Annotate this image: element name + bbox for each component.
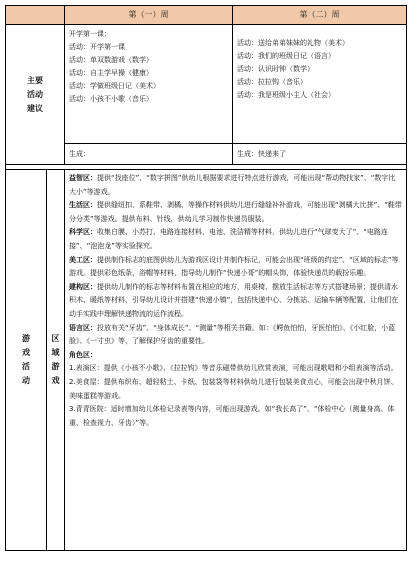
role-area-item: 1.表演区：提供《小孩不小歌》、《拉拉钩》等音乐磁带供幼儿欣赏表演，可能出现歌唱和小组表演等活动。 [69, 364, 398, 373]
week1-header: 第（一）周 [65, 6, 233, 25]
activity-item: 活动：拉拉钩（音乐） [237, 78, 307, 86]
main-activities-label [6, 25, 65, 165]
activity-item: 活动：学做班级日记（美术） [69, 82, 160, 90]
area-paragraph [69, 172, 402, 199]
game-label-char: 活 [22, 362, 30, 371]
area-title: 益智区： [69, 174, 97, 182]
week1-life-goal: 生成： [65, 144, 233, 165]
activity-item: 活动：认识时钟（数学） [237, 65, 314, 73]
activity-item: 活动：小孩不小歌（音乐） [69, 95, 153, 103]
header-row [6, 6, 407, 25]
main-activities-label-line: 主要 [27, 75, 43, 85]
area-paragraph [69, 322, 402, 349]
area-title: 角色区： [69, 350, 97, 359]
life-goals-row [6, 144, 407, 165]
game-label-char: 戏 [22, 348, 30, 357]
game-label-char: 动 [22, 376, 30, 385]
role-area-item: 2.美食屋：提供布织布、超轻粘土、卡纸、包装袋等材料供幼儿进行包装美食点心，可能会出现中秋月饼、美味蛋糕等游戏。 [69, 377, 398, 400]
week1-activities [65, 25, 233, 144]
area-games-label [47, 170, 65, 551]
area-title: 美工区： [69, 255, 97, 264]
main-activities-label-line: 活动 [27, 89, 43, 99]
area-games-content [65, 170, 407, 551]
area-text: 收集白膜、小苏打、电路连接材料、电池、洗洁精等材料，供幼儿进行“气球变大了”、“电路连接”、“泡泡龙”等实验探究。 [69, 228, 388, 250]
area-title: 语言区： [69, 323, 97, 332]
area-label-char: 戏 [51, 376, 60, 385]
area-title: 建构区： [69, 282, 97, 291]
area-title: 生活区： [69, 201, 97, 210]
activity-item: 活动：我们的班级日记（语言） [237, 52, 335, 60]
main-activities-row [6, 25, 407, 144]
area-label-char: 区 [51, 334, 60, 343]
weekly-plan-table [5, 5, 407, 551]
activity-item: 活动：送给弟弟妹妹的礼物（美术） [237, 39, 349, 47]
area-text: 提供制作标志的底图供幼儿为游戏区设计并制作标记，可能会出现“班级的约定”、“区域的标志”等游戏。提供彩色纸条、浴帽等材料，指导幼儿制作“快递小哥”的帽头饰，体验快递员的载扮乐趣。 [69, 255, 399, 278]
weekly-plan-page [5, 5, 406, 563]
week2-life-goal: 生成：快递来了 [233, 144, 407, 165]
area-text: 提供“找座位”、“数字拼图”供幼儿根据要求进行特点进行游戏，可能出现“帮动物找家”、“数字比大小”等游戏。 [69, 174, 396, 196]
role-area-item: 3.青青医院：适时增加幼儿体检记录表等内容，可能出现游戏。如“我长高了”、“体检中心（测量身高、体重、检查视力、牙齿）”等。 [69, 405, 395, 427]
area-paragraph [69, 254, 402, 281]
activity-item: 活动：开学第一课 [69, 43, 125, 51]
week2-header: 第（二）周 [233, 6, 407, 25]
area-paragraph [69, 281, 402, 322]
activity-item: 活动：单双数游戏（数学） [69, 56, 153, 64]
header-corner [6, 6, 65, 25]
game-label-char: 游 [22, 334, 30, 343]
area-paragraph [69, 226, 402, 253]
main-activities-label-line: 建议 [27, 103, 43, 113]
area-text: 提供缝纽扣、系鞋带、剥橘、等操作材料供幼儿进行缝缝补补游戏，可能出现“剥橘大比拼”、“鞋带分分类”等游戏。提供布料、针线，供幼儿学习制作快递员服装。 [69, 201, 402, 223]
area-title: 科学区： [69, 228, 97, 237]
activity-item: 开学第一课： [69, 30, 111, 38]
activity-item: 活动：自主学早操（健康） [69, 69, 153, 77]
area-paragraph [69, 199, 402, 226]
activity-item: 活动：我是班级小主人（社会） [237, 91, 335, 99]
area-text: 提供幼儿制作的标志等材料布置在相应的地方，用桌椅、摆放生活标志等方式搭建场景；提供清水积木、暖纸等材料，引导幼儿设计并搭建“快递小镇”，包括快递中心、分拣站、运输车辆等配置，让他们在动手实践中理解快递物流的运作流程。 [69, 282, 399, 318]
game-activities-label [6, 170, 47, 551]
area-label-char: 域 [51, 348, 60, 357]
role-area-title [69, 349, 402, 363]
week2-activities [233, 25, 407, 144]
area-label-char: 游 [51, 362, 60, 371]
area-text: 投放有关“牙齿”、“身体成长”、“测量”等相关书籍。如：《鳄鱼怕怕，牙医怕怕》、《小红脸，小蓝脸》、《一寸虫》等，了解保护牙齿的重要性。 [69, 323, 396, 346]
game-activities-row [6, 170, 407, 551]
